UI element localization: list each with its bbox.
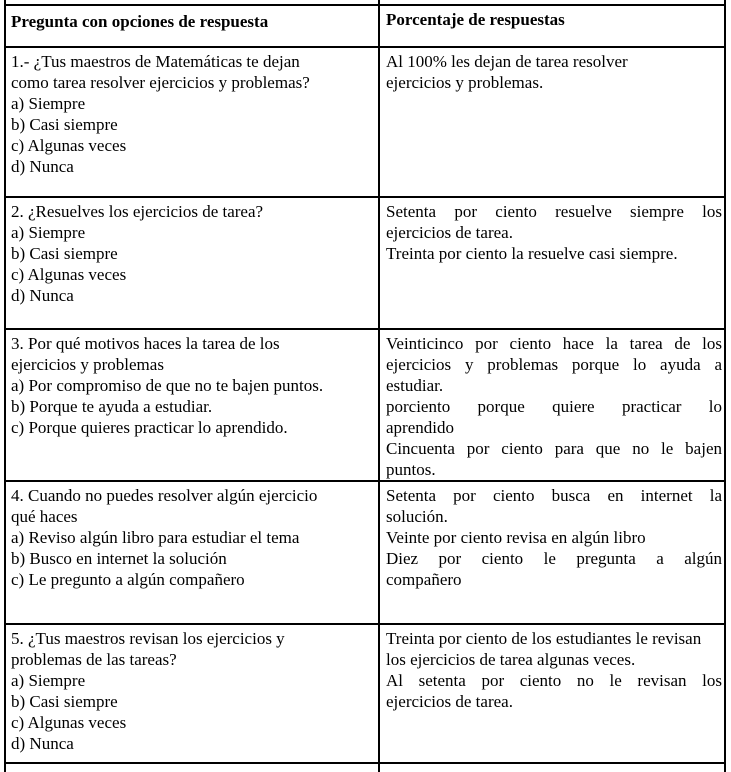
- text-line: 3. Por qué motivos haces la tarea de los: [11, 334, 280, 353]
- text-line: c) Algunas veces: [11, 136, 127, 155]
- text-line: b) Casi siempre: [11, 692, 118, 711]
- text-line: estudiar.: [386, 376, 444, 395]
- question-cell: [6, 625, 380, 762]
- text-line: Al setenta por ciento no le revisan los: [386, 671, 722, 690]
- table-row-q5: [6, 625, 724, 762]
- answer-cell: [380, 482, 724, 623]
- table-row-q1: [6, 48, 724, 198]
- text-line: d) Nunca: [11, 734, 74, 753]
- table-row-q2: [6, 198, 724, 330]
- text-line: b) Porque te ayuda a estudiar.: [11, 397, 213, 416]
- text-line: compañero: [386, 570, 462, 589]
- text-line: b) Busco en internet la solución: [11, 549, 227, 568]
- text-line: Veinticinco por ciento hace la tarea de los: [386, 334, 722, 353]
- text-line: puntos.: [386, 460, 436, 479]
- text-line: a) Reviso algún libro para estudiar el tema: [11, 528, 300, 547]
- text-line: c) Algunas veces: [11, 713, 127, 732]
- text-line: b) Casi siempre: [11, 244, 118, 263]
- header-question-column: Pregunta con opciones de respuesta: [6, 6, 380, 46]
- text-line: Treinta por ciento de los estudiantes le revisan: [386, 629, 702, 648]
- table-header-row: [6, 6, 724, 48]
- table-row-q4: [6, 482, 724, 625]
- text-line: ejercicios y problemas: [11, 355, 164, 374]
- answer-cell: [380, 330, 724, 480]
- text-line: 2. ¿Resuelves los ejercicios de tarea?: [11, 202, 264, 221]
- text-line: Setenta por ciento resuelve siempre los: [386, 202, 722, 221]
- text-line: Veinte por ciento revisa en algún libro: [386, 528, 646, 547]
- text-line: a) Por compromiso de que no te bajen puntos.: [11, 376, 324, 395]
- text-line: 5. ¿Tus maestros revisan los ejercicios y: [11, 629, 285, 648]
- table-divider-stub-bottom: [378, 764, 380, 772]
- text-line: c) Le pregunto a algún compañero: [11, 570, 245, 589]
- text-line: Setenta por ciento busca en internet la: [386, 486, 722, 505]
- text-line: c) Algunas veces: [11, 265, 127, 284]
- table-body: [6, 48, 724, 762]
- text-line: porciento porque quiere practicar lo: [386, 397, 722, 416]
- table-right-border-stub-bottom: [724, 764, 726, 772]
- text-line: d) Nunca: [11, 157, 74, 176]
- text-line: Treinta por ciento la resuelve casi siempre.: [386, 244, 678, 263]
- survey-results-table: [4, 4, 726, 764]
- question-cell: [6, 482, 380, 623]
- table-row-q3: [6, 330, 724, 482]
- answer-cell: [380, 625, 724, 762]
- question-cell: [6, 48, 380, 196]
- text-line: solución.: [386, 507, 448, 526]
- question-cell: [6, 198, 380, 328]
- answer-cell: [380, 48, 724, 196]
- text-line: 4. Cuando no puedes resolver algún ejercicio: [11, 486, 318, 505]
- text-line: 1.- ¿Tus maestros de Matemáticas te dejan: [11, 52, 300, 71]
- text-line: ejercicios de tarea.: [386, 223, 513, 242]
- text-line: a) Siempre: [11, 94, 86, 113]
- text-line: los ejercicios de tarea algunas veces.: [386, 650, 636, 669]
- text-line: qué haces: [11, 507, 78, 526]
- header-percentage-column: Porcentaje de respuestas: [386, 10, 565, 29]
- text-line: ejercicios de tarea.: [386, 692, 513, 711]
- text-line: a) Siempre: [11, 671, 86, 690]
- text-line: Cincuenta por ciento para que no le bajen: [386, 439, 722, 458]
- text-line: Al 100% les dejan de tarea resolver: [386, 52, 628, 71]
- text-line: Diez por ciento le pregunta a algún: [386, 549, 722, 568]
- answer-cell: [380, 198, 724, 328]
- table-left-border-stub-bottom: [4, 764, 6, 772]
- text-line: problemas de las tareas?: [11, 650, 177, 669]
- text-line: como tarea resolver ejercicios y problemas?: [11, 73, 310, 92]
- text-line: d) Nunca: [11, 286, 74, 305]
- text-line: b) Casi siempre: [11, 115, 118, 134]
- text-line: ejercicios y problemas.: [386, 73, 544, 92]
- text-line: c) Porque quieres practicar lo aprendido.: [11, 418, 288, 437]
- text-line: a) Siempre: [11, 223, 86, 242]
- question-cell: [6, 330, 380, 480]
- text-line: ejercicios y problemas porque lo ayuda a: [386, 355, 722, 374]
- text-line: aprendido: [386, 418, 454, 437]
